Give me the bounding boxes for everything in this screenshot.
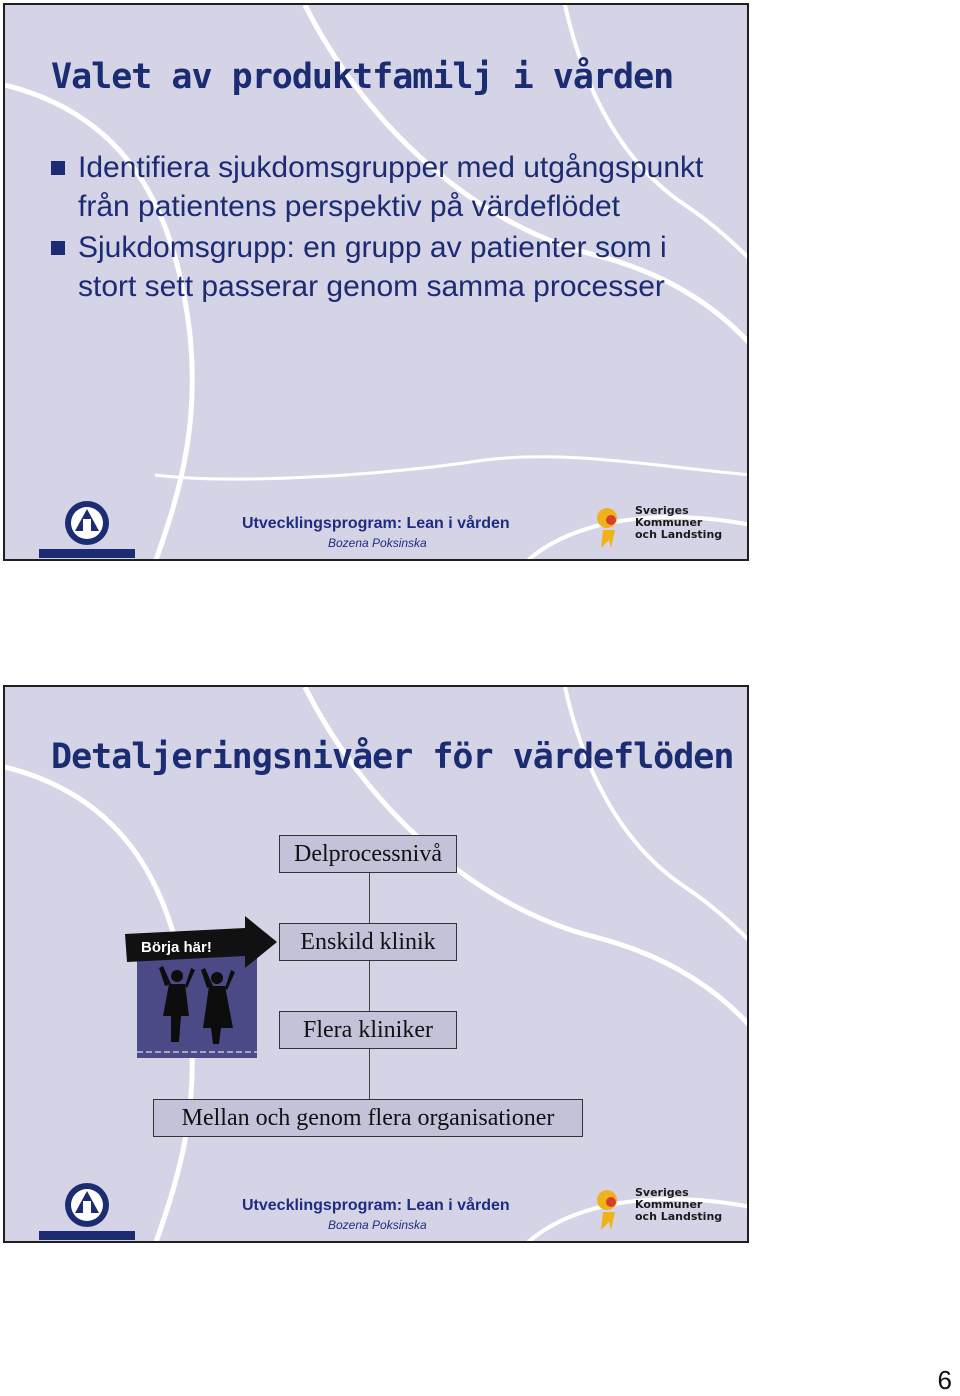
- skl-line: Sveriges: [635, 504, 689, 517]
- skl-line: och Landsting: [635, 528, 723, 541]
- bullet-item: [51, 148, 711, 226]
- footer-author: Bozena Poksinska: [328, 1218, 427, 1232]
- skl-logo-text: [635, 1187, 722, 1223]
- skl-logo-text: [635, 505, 722, 541]
- slide-1: [3, 3, 749, 561]
- level-box-delprocess: Delprocessnivå: [279, 835, 457, 873]
- connector-line: [369, 961, 370, 1011]
- level-box-mellan-organisationer: Mellan och genom flera organisationer: [153, 1099, 583, 1137]
- liu-logo-icon: [35, 497, 139, 561]
- bullet-square-icon: [51, 241, 65, 255]
- skl-line: Kommuner: [635, 516, 703, 529]
- connector-line: [369, 873, 370, 923]
- liu-logo-icon: [35, 1179, 139, 1243]
- bullet-list: [51, 148, 711, 308]
- bullet-square-icon: [51, 161, 65, 175]
- skl-line: och Landsting: [635, 1210, 723, 1223]
- skl-line: Kommuner: [635, 1198, 703, 1211]
- clipart-backdrop: [137, 948, 257, 1058]
- footer-program: Utvecklingsprogram: Lean i vården: [242, 1197, 510, 1214]
- level-box-enskild-klinik: Enskild klinik: [279, 923, 457, 961]
- clipart-label: Börja här!: [141, 939, 212, 956]
- skl-logo-icon: [593, 1184, 633, 1232]
- bullet-text: Identifiera sjukdomsgrupper med utgångspunkt från patientens perspektiv på värdeflödet: [78, 151, 704, 223]
- connector-line: [369, 1049, 370, 1099]
- level-box-flera-kliniker: Flera kliniker: [279, 1011, 457, 1049]
- bullet-item: [51, 228, 711, 306]
- slide-title: Valet av produktfamilj i vården: [51, 57, 674, 97]
- slide-2: [3, 685, 749, 1243]
- footer-author: Bozena Poksinska: [328, 536, 427, 550]
- page-number: 6: [937, 1365, 952, 1395]
- bullet-text: Sjukdomsgrupp: en grupp av patienter som i stort sett passerar genom samma processer: [78, 231, 667, 303]
- slide-title: Detaljeringsnivåer för värdeflöden: [51, 737, 734, 777]
- skl-line: Sveriges: [635, 1186, 689, 1199]
- start-here-clipart: [125, 912, 285, 1060]
- skl-logo-icon: [593, 502, 633, 550]
- footer-program: Utvecklingsprogram: Lean i vården: [242, 515, 510, 532]
